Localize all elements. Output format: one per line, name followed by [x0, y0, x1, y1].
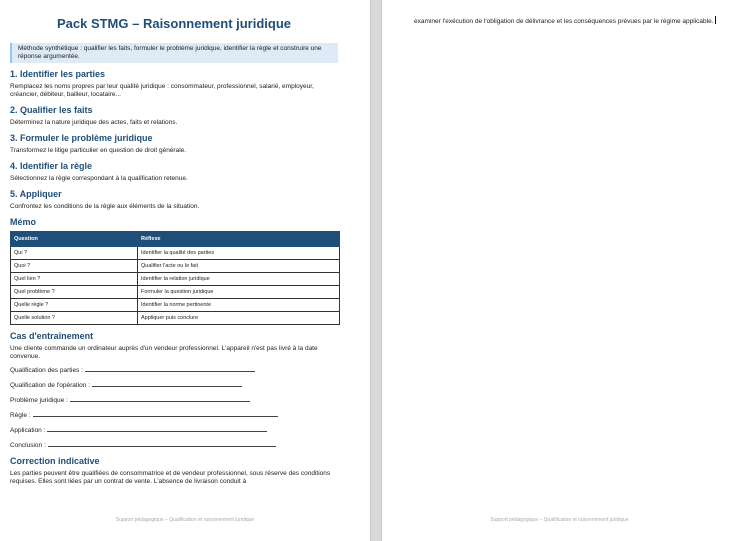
exercise-line-operation[interactable]: [10, 380, 338, 390]
page-footer: Support pédagogique – Qualification et raisonnement juridique: [490, 517, 629, 523]
correction-text: Les parties peuvent être qualifiées de consommatrice et de vendeur professionnel, sous réserve des conditions requises. Elles sont liées par un contrat de vente. L'absence de livraison conduit à: [10, 470, 331, 485]
table-cell: Appliquer puis conclure: [138, 312, 340, 325]
section-heading: 3. Formuler le problème juridique: [10, 133, 153, 143]
case-text: Une cliente commande un ordinateur auprès d'un vendeur professionnel. L'appareil n'est pas livré à la date convenue.: [10, 345, 318, 360]
case-heading: Cas d'entraînement: [10, 331, 94, 341]
table-cell: Identifier la qualité des parties: [138, 247, 340, 260]
table-cell: Quoi ?: [11, 260, 138, 273]
section-text: Confrontez les conditions de la règle aux éléments de la situation.: [10, 203, 200, 210]
table-cell: Qualifier l'acte ou le fait: [138, 260, 340, 273]
exercise-line-rule[interactable]: [10, 410, 338, 420]
memo-header-reflex: Réflexe: [138, 232, 340, 247]
answer-blank[interactable]: [70, 395, 250, 402]
memo-table: [10, 231, 340, 325]
exercise-label: Qualification des parties :: [10, 367, 83, 374]
table-row: [11, 247, 340, 260]
table-cell: Formuler la question juridique: [138, 286, 340, 299]
exercise-label: Conclusion :: [10, 442, 46, 449]
table-row: [11, 312, 340, 325]
exercise-line-application[interactable]: [10, 425, 338, 435]
exercise-label: Problème juridique :: [10, 397, 68, 404]
exercise-line-problem[interactable]: [10, 395, 338, 405]
document-title: Pack STMG – Raisonnement juridique: [56, 16, 292, 31]
table-row: [11, 273, 340, 286]
answer-blank[interactable]: [85, 365, 255, 372]
continued-text[interactable]: [414, 16, 717, 26]
memo-header-question: Question: [11, 232, 138, 247]
section-heading: 4. Identifier la règle: [10, 161, 93, 171]
document-page-2[interactable]: [382, 0, 737, 541]
section-3: [10, 133, 338, 155]
table-cell: Qui ?: [11, 247, 138, 260]
section-heading: 5. Appliquer: [10, 189, 62, 199]
answer-blank[interactable]: [48, 440, 276, 447]
table-cell: Identifier la relation juridique: [138, 273, 340, 286]
section-4: [10, 161, 338, 183]
table-row: [11, 299, 340, 312]
answer-blank[interactable]: [33, 410, 278, 417]
page-gutter: [370, 0, 382, 541]
table-cell: Quelle règle ?: [11, 299, 138, 312]
method-callout: Méthode synthétique : qualifier les faits, formuler le problème juridique, identifier la règle et construire une réponse argumentée.: [10, 43, 338, 63]
text-cursor: [715, 16, 716, 24]
section-1: [10, 69, 338, 99]
answer-blank[interactable]: [47, 425, 267, 432]
page-footer: Support pédagogique – Qualification et raisonnement juridique: [115, 517, 255, 523]
exercise-label: Qualification de l'opération :: [10, 382, 91, 389]
table-cell: Quel lien ?: [11, 273, 138, 286]
continued-text-content: examiner l'exécution de l'obligation de délivrance et les conséquences prévues par le régime applicable.: [414, 18, 714, 25]
answer-blank[interactable]: [92, 380, 242, 387]
section-heading: 2. Qualifier les faits: [10, 105, 93, 115]
table-cell: Identifier la norme pertinente: [138, 299, 340, 312]
section-2: [10, 105, 338, 127]
section-text: Remplacez les noms propres par leur qualité juridique : consommateur, professionnel, salarié, employeur, créancier, débiteur, bailleur, locataire...: [10, 83, 314, 98]
table-cell: Quelle solution ?: [11, 312, 138, 325]
table-cell: Quel problème ?: [11, 286, 138, 299]
section-text: Sélectionnez la règle correspondant à la qualification retenue.: [10, 175, 188, 182]
exercise-line-conclusion[interactable]: [10, 440, 338, 450]
section-text: Déterminez la nature juridique des actes, faits et relations.: [10, 119, 178, 126]
exercise-label: Règle :: [10, 412, 31, 419]
exercise-label: Application :: [10, 427, 46, 434]
section-5: [10, 189, 338, 211]
memo-header-row: [11, 232, 340, 247]
memo-heading: Mémo: [10, 217, 37, 227]
exercise-line-parties[interactable]: [10, 365, 338, 375]
correction-heading: Correction indicative: [10, 456, 100, 466]
table-row: [11, 260, 340, 273]
section-text: Transformez le litige particulier en question de droit générale.: [10, 147, 187, 154]
section-heading: 1. Identifier les parties: [10, 69, 106, 79]
table-row: [11, 286, 340, 299]
